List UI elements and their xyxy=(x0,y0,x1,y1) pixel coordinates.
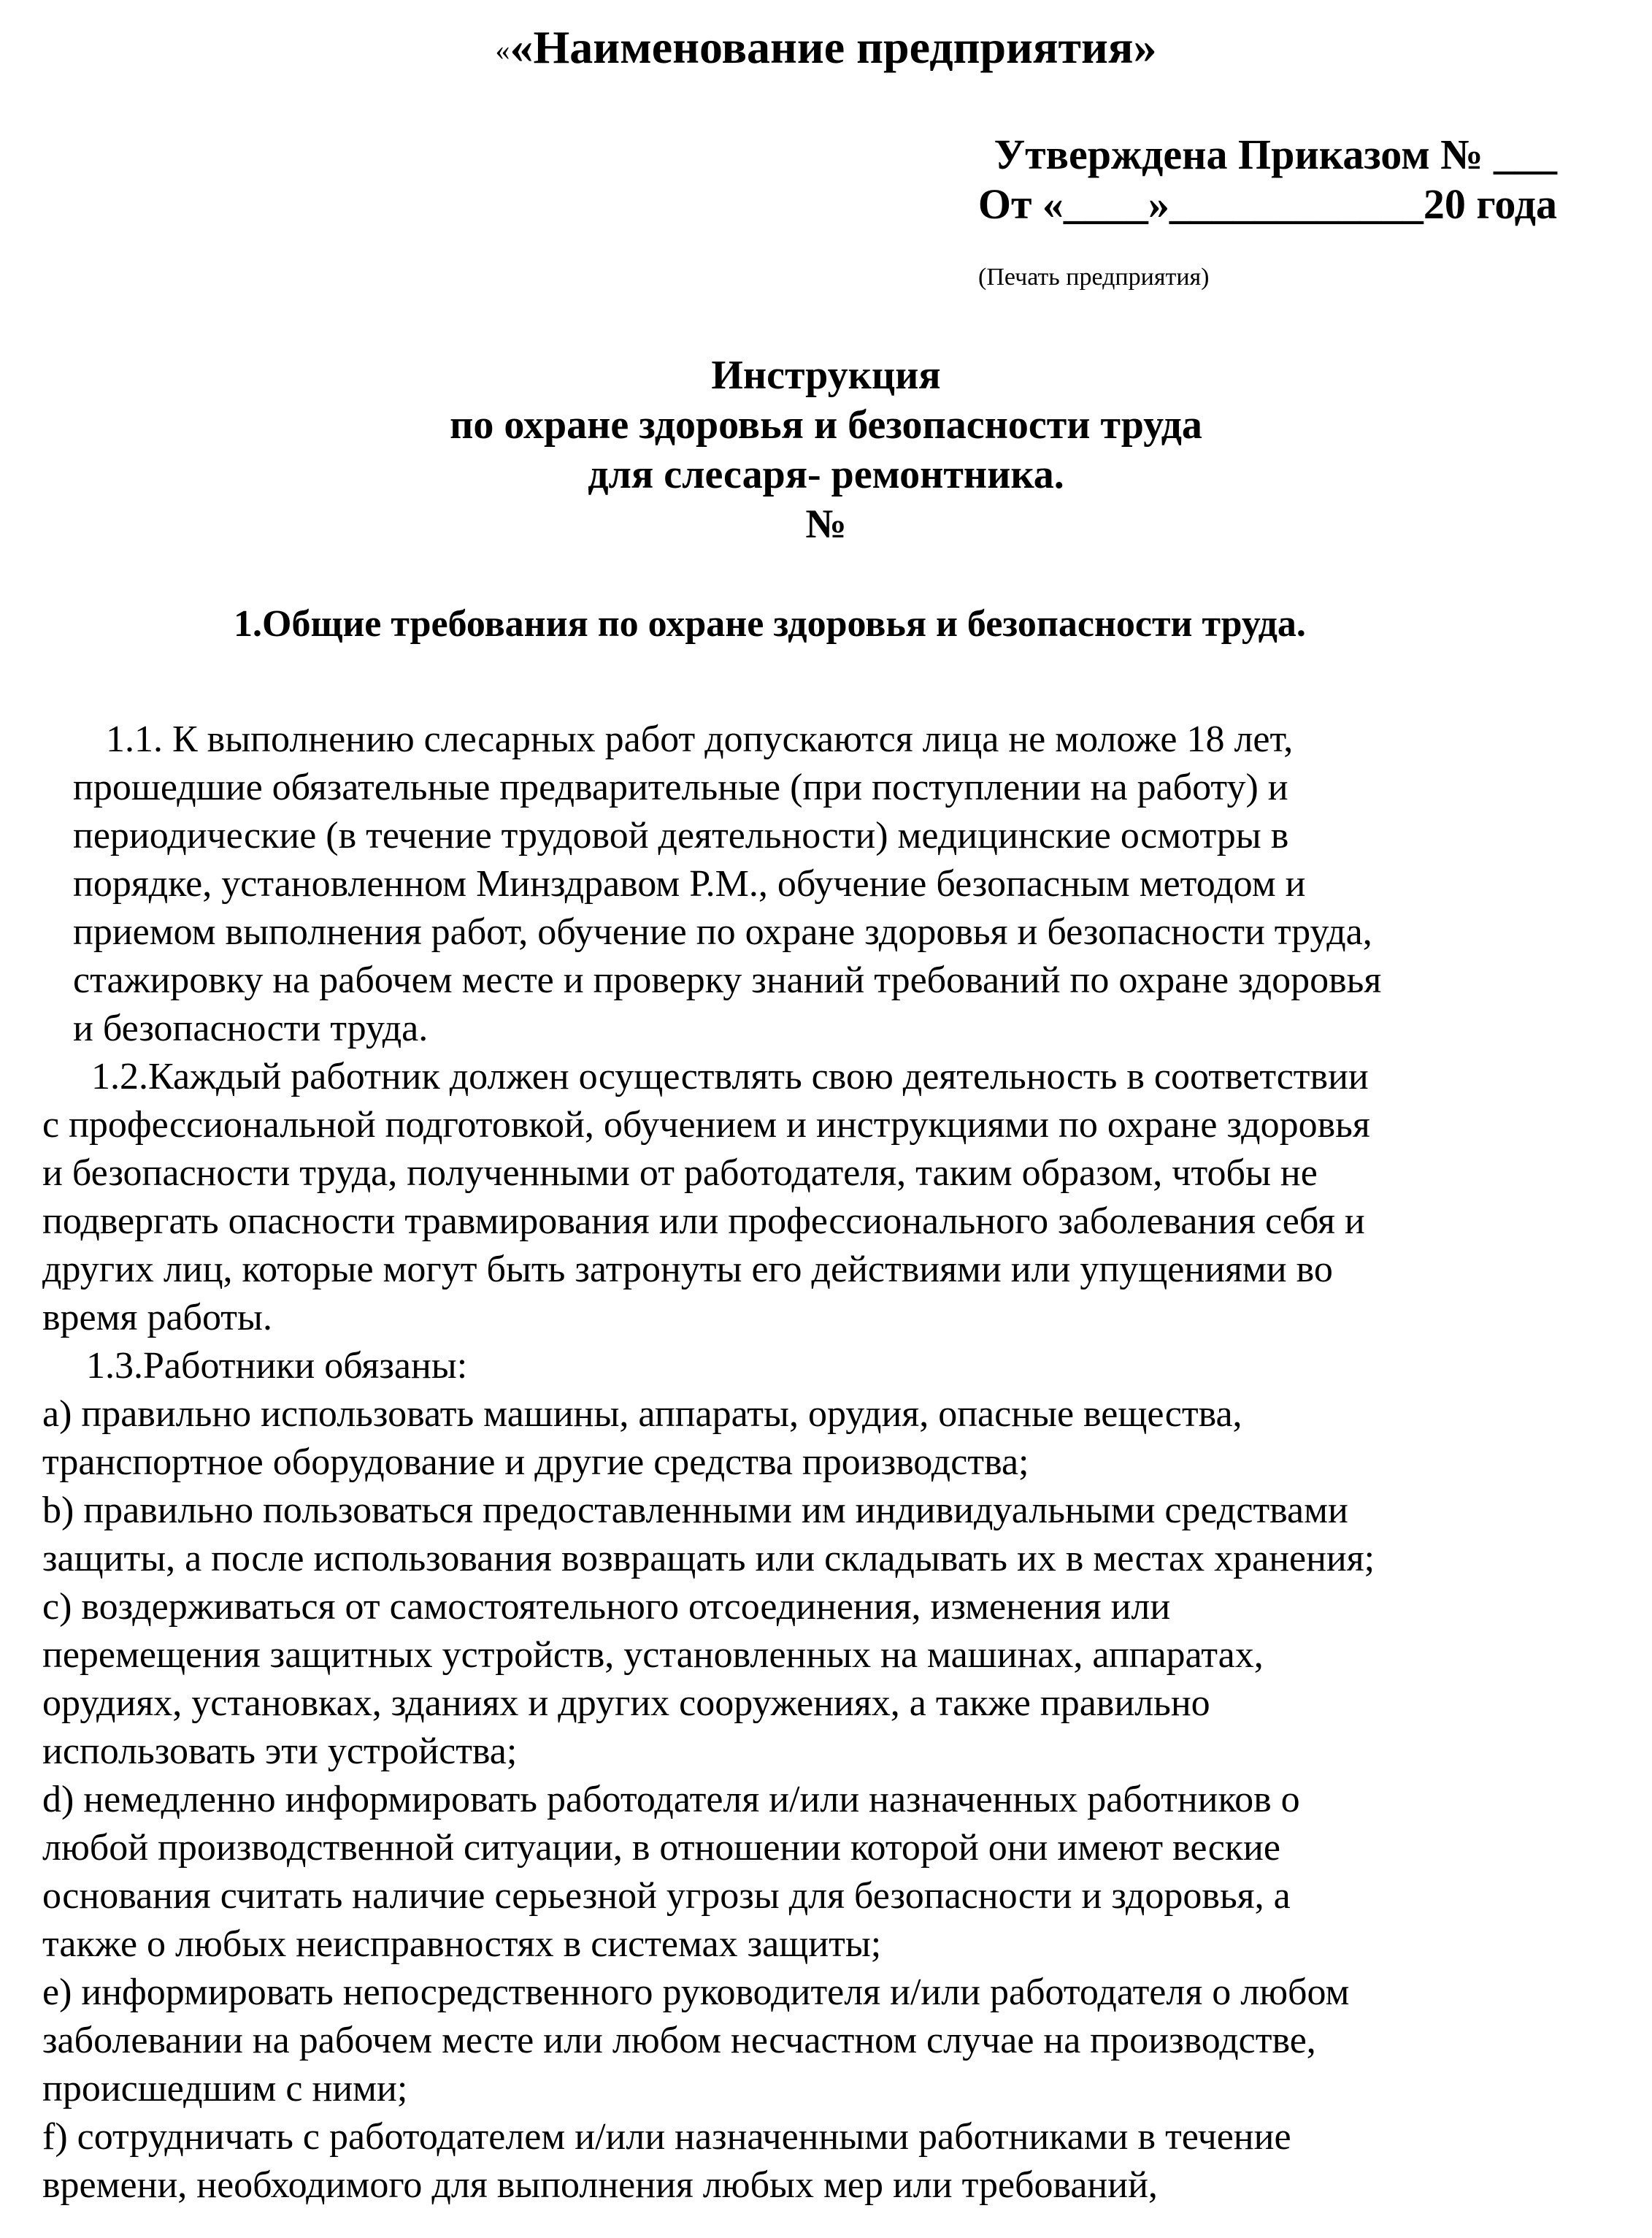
body-line: происшедшим с ними; xyxy=(42,2068,408,2109)
body-line: любой производственной ситуации, в отношении которой они имеют веские xyxy=(42,1827,1280,1869)
body-line: прошедшие обязательные предварительные (при поступлении на работу) и xyxy=(73,767,1288,808)
body-line: периодические (в течение трудовой деятельности) медицинские осмотры в xyxy=(73,815,1289,857)
body-line: 1.3.Работники обязаны: xyxy=(86,1345,468,1387)
body-line: и безопасности труда. xyxy=(73,1008,429,1049)
body-line: и безопасности труда, полученными от работодателя, таким образом, чтобы не xyxy=(42,1152,1318,1194)
body-line: перемещения защитных устройств, установленных на машинах, аппаратах, xyxy=(42,1634,1264,1676)
body-line: e) информировать непосредственного руководителя и/или работодателя о любом xyxy=(42,1971,1350,2013)
body-line: времени, необходимого для выполнения любых мер или требований, xyxy=(42,2164,1158,2206)
document-title xyxy=(0,350,1652,549)
organization-name-text: «Наименование предприятия» xyxy=(510,21,1157,73)
body-line: других лиц, которые могут быть затронуты его действиями или упущениями во xyxy=(42,1249,1333,1290)
body-line: d) немедленно информировать работодателя и/или назначенных работников о xyxy=(42,1779,1300,1820)
body-line: заболевании на рабочем месте или любом несчастном случае на производстве, xyxy=(42,2020,1316,2061)
body-line: использовать эти устройства; xyxy=(42,1731,518,1772)
organization-name-prefix: « xyxy=(495,34,510,66)
body-line: также о любых неисправностях в системах защиты; xyxy=(42,1923,882,1965)
body-line: подвергать опасности травмирования или профессионального заболевания себя и xyxy=(42,1200,1365,1242)
body-line: транспортное оборудование и другие средства производства; xyxy=(42,1441,1029,1483)
body-line: основания считать наличие серьезной угрозы для безопасности и здоровья, а xyxy=(42,1875,1291,1917)
section-heading: 1.Общие требования по охране здоровья и безопасности труда. xyxy=(234,603,1306,645)
title-line-3: для слесаря- ремонтника. xyxy=(588,452,1064,497)
body-line: a) правильно использовать машины, аппараты, орудия, опасные вещества, xyxy=(42,1393,1242,1435)
body-line: орудиях, установках, зданиях и других сооружениях, а также правильно xyxy=(42,1682,1210,1724)
seal-note: (Печать предприятия) xyxy=(978,264,1210,291)
body-line: b) правильно пользоваться предоставленными им индивидуальными средствами xyxy=(42,1490,1348,1531)
body-line: f) сотрудничать с работодателем и/или назначенными работниками в течение xyxy=(42,2116,1291,2158)
title-line-2: по охране здоровья и безопасности труда xyxy=(450,402,1202,448)
body-line: порядке, установленном Минздравом Р.М., обучение безопасным методом и xyxy=(73,863,1306,905)
title-line-4: № xyxy=(805,502,847,547)
title-line-1: Инструкция xyxy=(711,353,941,398)
body-line: защиты, а после использования возвращать или складывать их в местах хранения; xyxy=(42,1538,1375,1579)
body-line: c) воздерживаться от самостоятельного отсоединения, изменения или xyxy=(42,1586,1171,1628)
body-line: 1.2.Каждый работник должен осуществлять свою деятельность в соответствии xyxy=(91,1056,1369,1097)
organization-name xyxy=(0,22,1652,76)
body-line: 1.1. К выполнению слесарных работ допускаются лица не моложе 18 лет, xyxy=(106,718,1294,760)
body-line: время работы. xyxy=(42,1297,272,1338)
approval-line-date: От «____»____________20 года xyxy=(977,180,1557,228)
approval-line-order: Утверждена Приказом № ___ xyxy=(994,131,1557,178)
body-line: стажировку на рабочем месте и проверку знаний требований по охране здоровья xyxy=(73,959,1382,1001)
body-line: с профессиональной подготовкой, обучением и инструкциями по охране здоровья xyxy=(42,1104,1370,1146)
body-line: приемом выполнения работ, обучение по охране здоровья и безопасности труда, xyxy=(73,911,1372,953)
